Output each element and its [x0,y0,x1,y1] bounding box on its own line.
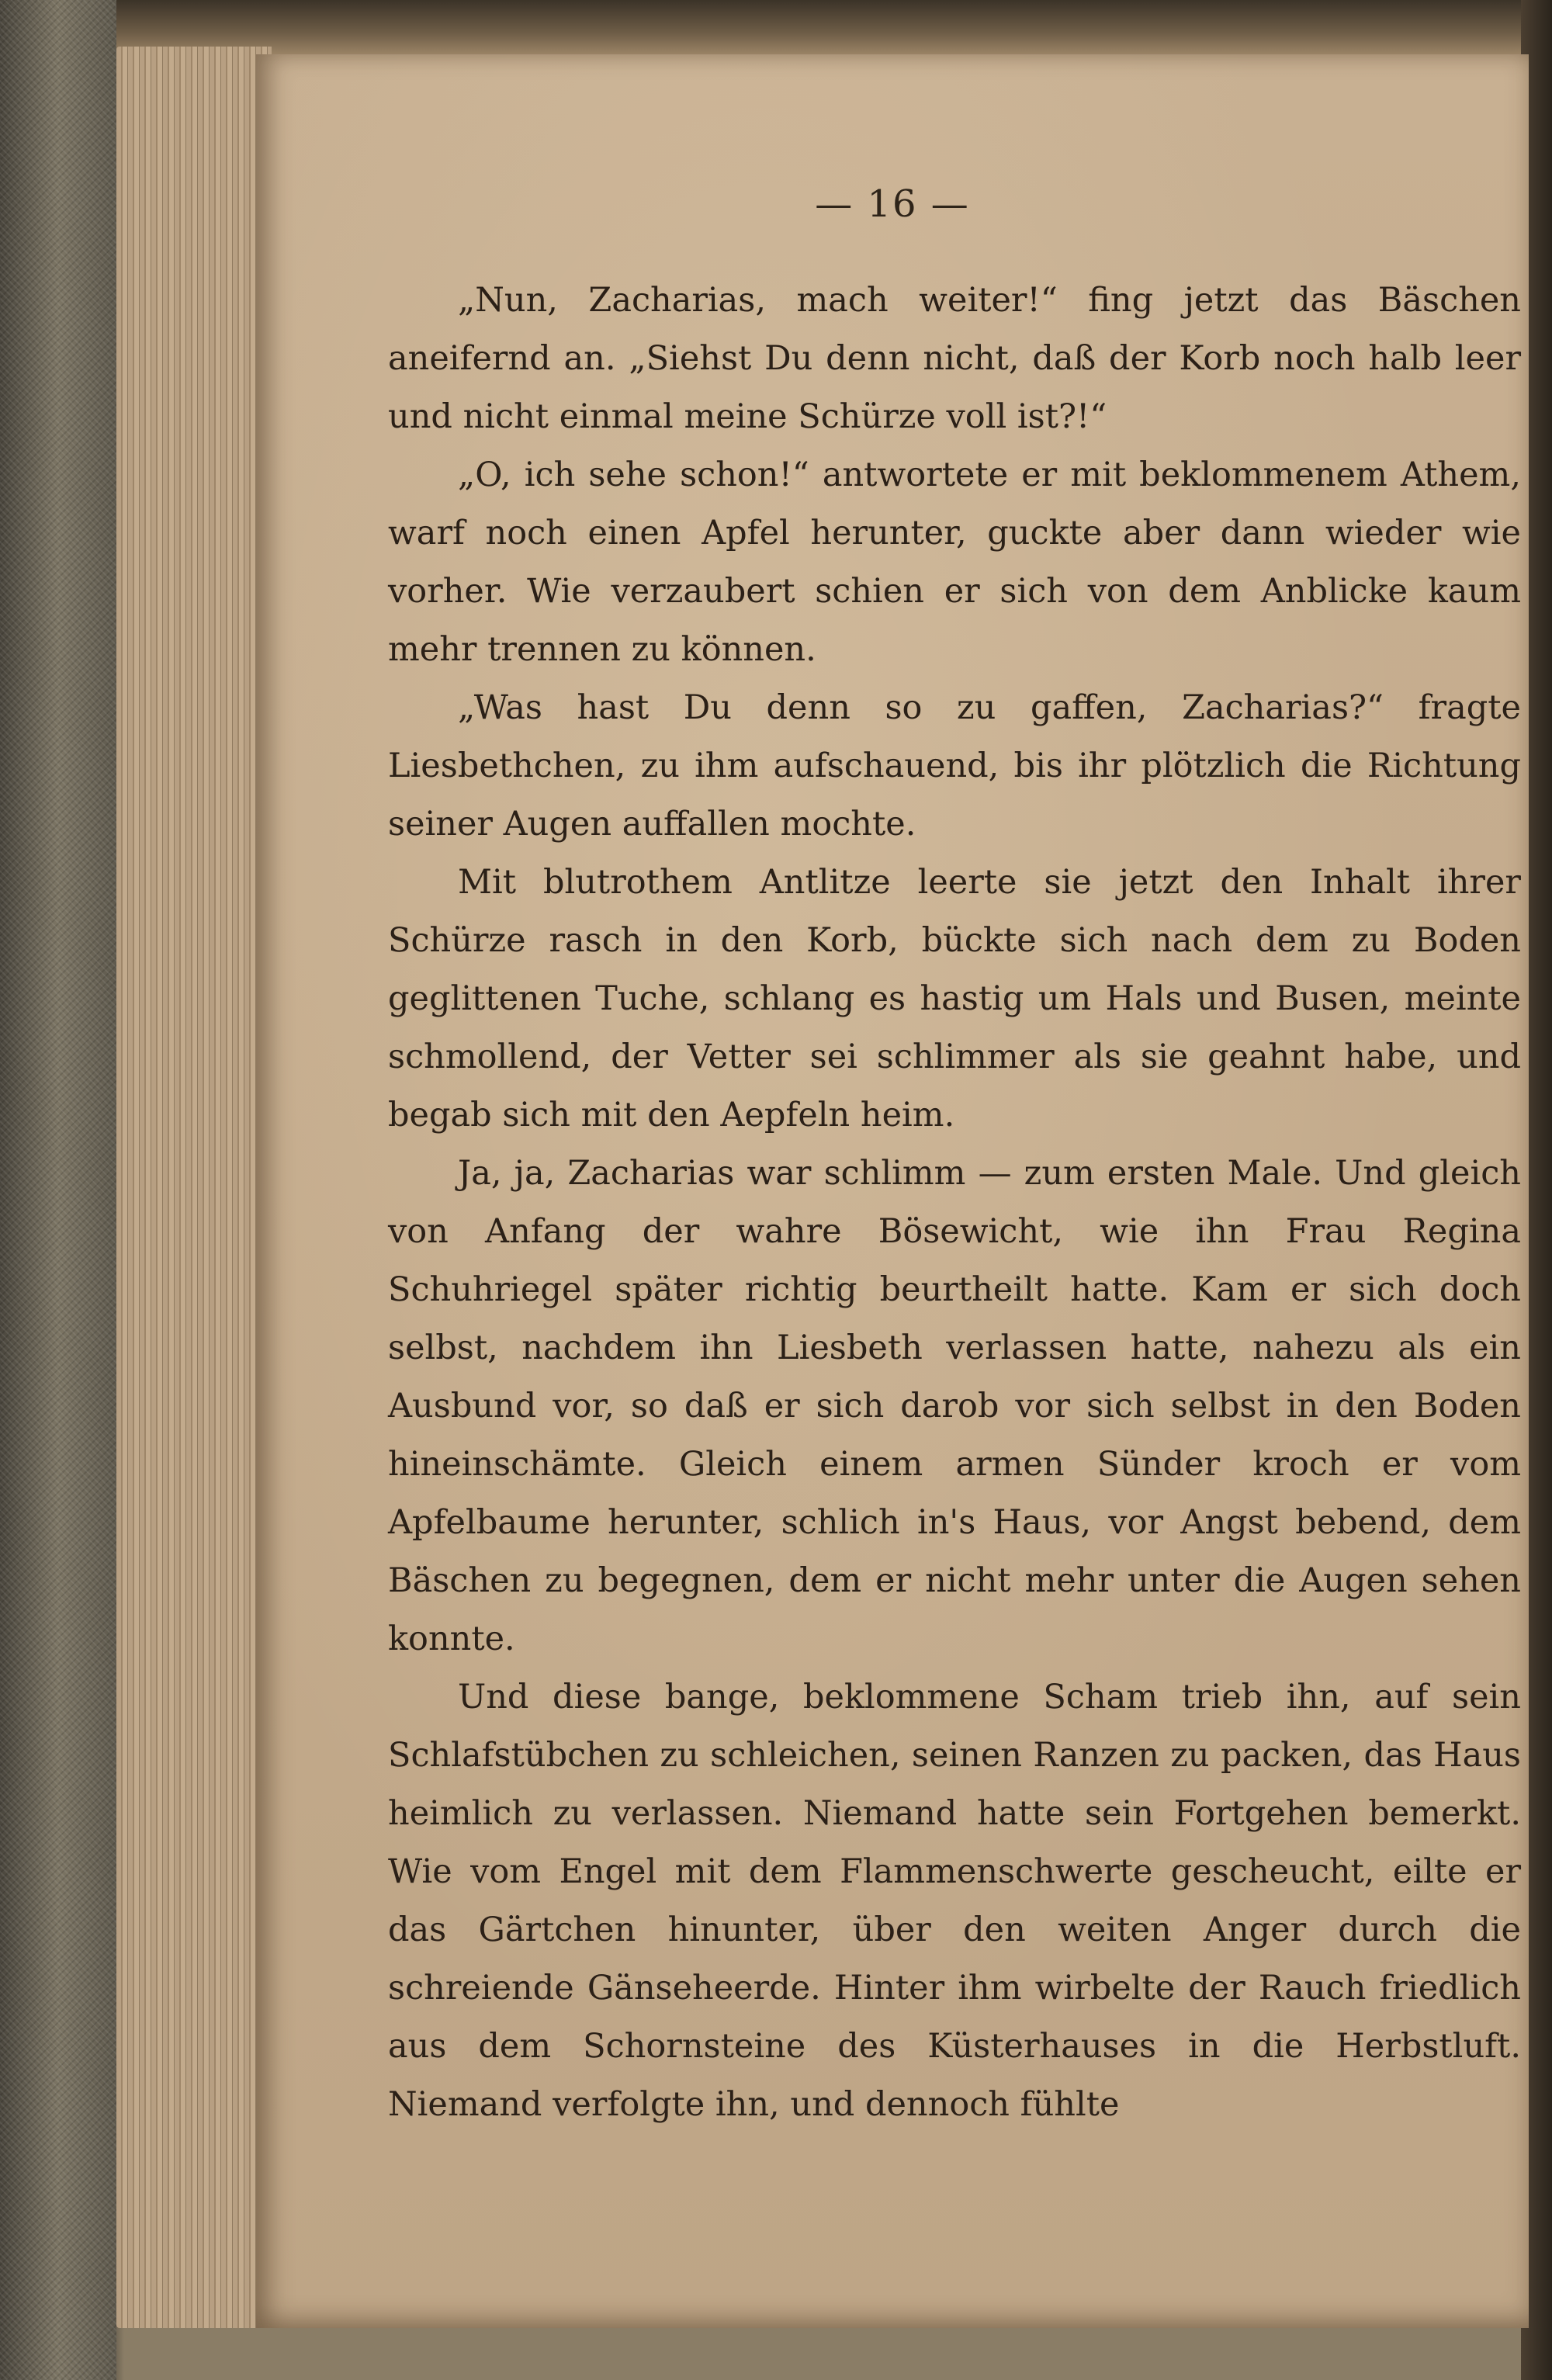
book-binding [0,0,116,2380]
paragraph: Mit blutrothem Antlitze leerte sie jetzt den Inhalt ihrer Schürze rasch in den Korb, bückte sich nach dem zu Boden geglittenen Tuche, schlang es hastig um Hals und Busen, meinte schmollend, der Vetter sei schlimmer als sie geahnt habe, und begab sich mit den Aepfeln heim. [388,863,1521,1135]
page-number: — 16 — [815,182,970,226]
top-edge [116,0,1552,54]
page-text [388,272,1521,2134]
book-page [256,54,1529,2328]
paragraph: Ja, ja, Zacharias war schlimm — zum ersten Male. Und gleich von Anfang der wahre Bösewicht, wie ihn Frau Regina Schuhriegel später richtig beurtheilt hatte. Kam er sich doch selbst, nachdem ihn Liesbeth verlassen hatte, nahezu als ein Ausbund vor, so daß er sich darob vor sich selbst in den Boden hineinschämte. Gleich einem armen Sünder kroch er vom Apfelbaume herunter, schlich in's Haus, vor Angst bebend, dem Bäschen zu begegnen, dem er nicht mehr unter die Augen sehen konnte. [388,1154,1521,1658]
page-edges [116,47,272,2328]
paragraph: „O, ich sehe schon!“ antwortete er mit beklommenem Athem, warf noch einen Apfel herunter, guckte aber dann wieder wie vorher. Wie verzaubert schien er sich von dem Anblicke kaum mehr trennen zu können. [388,456,1521,669]
paragraph: „Was hast Du denn so zu gaffen, Zacharias?“ fragte Liesbethchen, zu ihm aufschauend, bis ihr plötzlich die Richtung seiner Augen auffallen mochte. [388,688,1521,844]
paragraph: „Nun, Zacharias, mach weiter!“ fing jetzt das Bäschen aneifernd an. „Siehst Du denn nicht, daß der Korb noch halb leer und nicht einmal meine Schürze voll ist?!“ [388,281,1521,436]
paragraph: Und diese bange, beklommene Scham trieb ihn, auf sein Schlafstübchen zu schleichen, seinen Ranzen zu packen, das Haus heimlich zu verlassen. Niemand hatte sein Fortgehen bemerkt. Wie vom Engel mit dem Flammenschwerte gescheucht, eilte er das Gärtchen hinunter, über den weiten Anger durch die schreiende Gänseheerde. Hinter ihm wirbelte der Rauch friedlich aus dem Schornsteine des Küsterhauses in die Herbstluft. Niemand verfolgte ihn, und dennoch fühlte [388,1678,1521,2124]
